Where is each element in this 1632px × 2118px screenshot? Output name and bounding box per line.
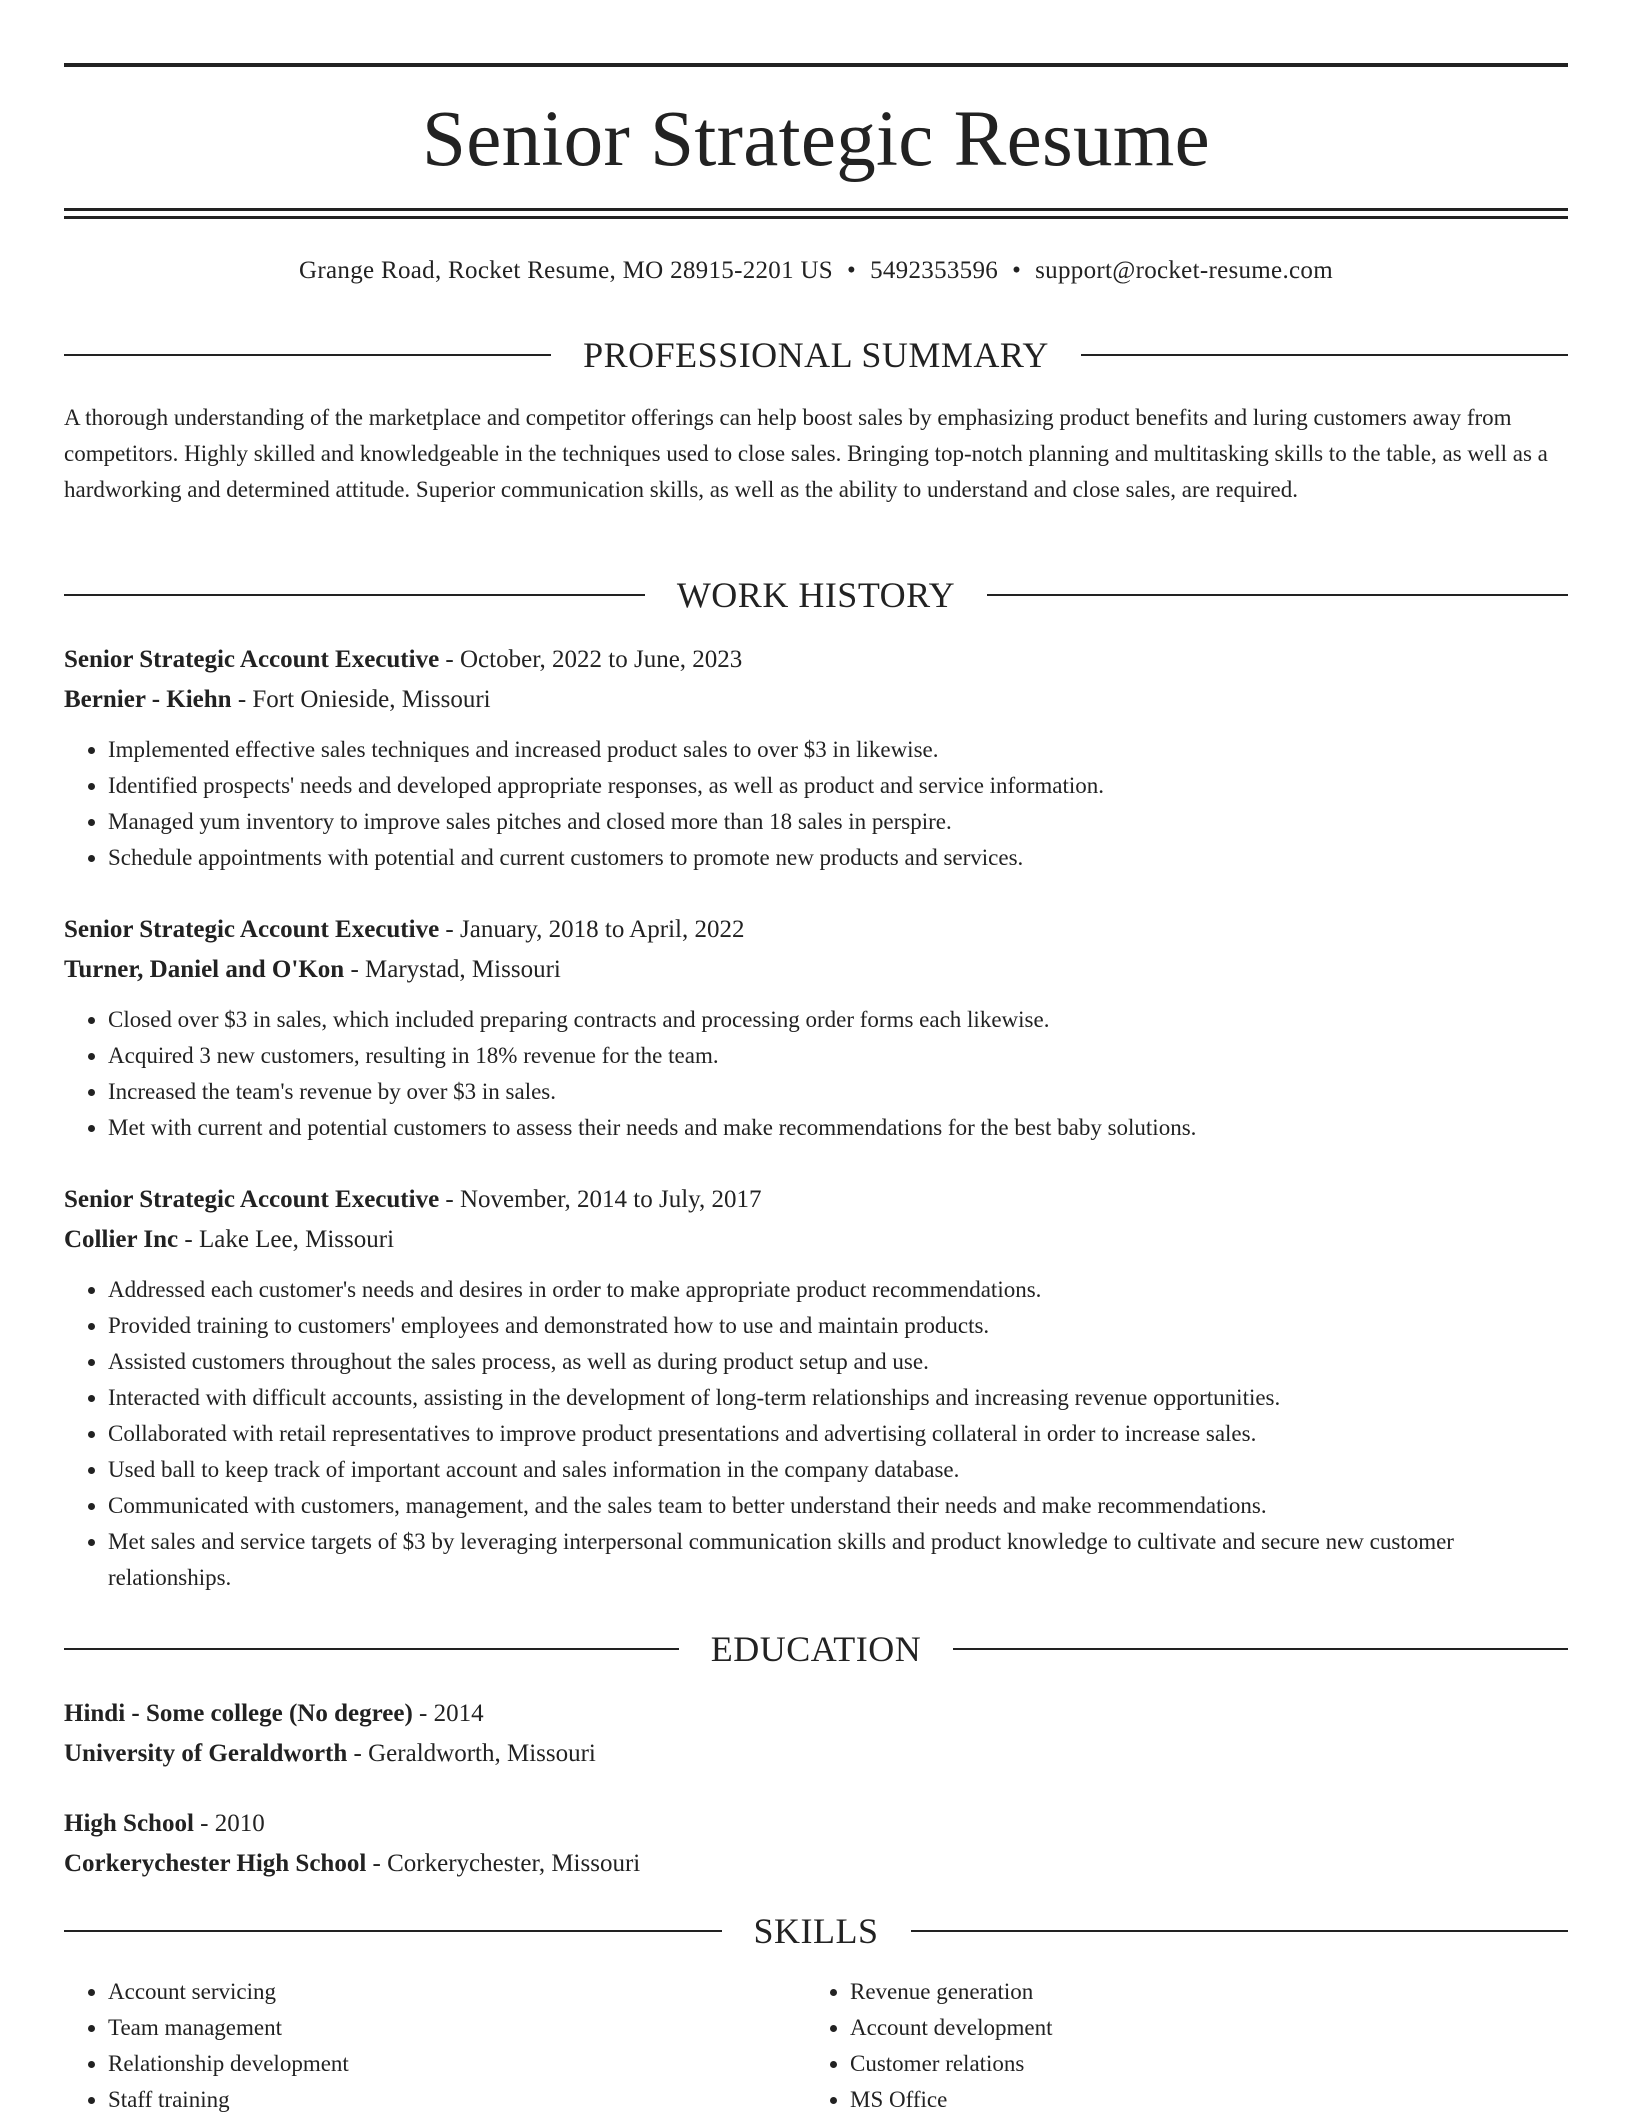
job-bullet: • Implemented effective sales techniques and increased product sales to over $3 in likewise. bbox=[108, 732, 1568, 768]
job-title: Senior Strategic Account Executive bbox=[64, 916, 440, 943]
job-bullet: • Met sales and service targets of $3 by leveraging interpersonal communication skills and product knowledge to cultivate and secure new customer relationships. bbox=[108, 1524, 1568, 1596]
edu-school: Corkerychester High School bbox=[64, 1850, 367, 1877]
contact-address: Grange Road, Rocket Resume, MO 28915-2201 US bbox=[299, 257, 834, 284]
job-dates: - November, 2014 to July, 2017 bbox=[439, 1186, 762, 1213]
job-bullet: • Increased the team's revenue by over $3 in sales. bbox=[108, 1074, 1568, 1110]
job-bullets bbox=[64, 1002, 1568, 1146]
contact-email: support@rocket-resume.com bbox=[1035, 257, 1333, 284]
job-bullet: • Closed over $3 in sales, which included preparing contracts and processing order forms each likewise. bbox=[108, 1002, 1568, 1038]
job-bullets bbox=[64, 1272, 1568, 1596]
job-bullet: • Used ball to keep track of important account and sales information in the company database. bbox=[108, 1452, 1568, 1488]
job-bullets bbox=[64, 732, 1568, 876]
header-top-rule bbox=[64, 63, 1568, 67]
job-title-row bbox=[64, 910, 1568, 950]
contact-separator: • bbox=[847, 257, 857, 284]
job-bullet: • Provided training to customers' employees and demonstrated how to use and maintain products. bbox=[108, 1308, 1568, 1344]
section-title: EDUCATION bbox=[710, 1629, 922, 1669]
job-bullet: • Identified prospects' needs and developed appropriate responses, as well as product and service information. bbox=[108, 768, 1568, 804]
heading-rule bbox=[64, 594, 645, 596]
header-bottom-rule-inner bbox=[64, 216, 1568, 219]
skill-item: • Customer relations bbox=[850, 2046, 1548, 2082]
skill-item: • Relationship development bbox=[108, 2046, 806, 2082]
heading-rule bbox=[64, 1648, 679, 1650]
job-location: - Lake Lee, Missouri bbox=[178, 1226, 395, 1253]
edu-year: - 2010 bbox=[193, 1810, 265, 1837]
job-title-row bbox=[64, 640, 1568, 680]
section-heading-summary bbox=[64, 333, 1568, 377]
job-bullet: • Schedule appointments with potential and current customers to promote new products and services. bbox=[108, 840, 1568, 876]
job-dates: - January, 2018 to April, 2022 bbox=[439, 916, 745, 943]
job-title-row bbox=[64, 1180, 1568, 1220]
summary-paragraph: A thorough understanding of the marketplace and competitor offerings can help boost sales by emphasizing product benefits and luring customers away from competitors. Highly skilled and knowledgeable in the techniques used to close sales. Bringing top-notch planning and multitasking skills to the table, as well as a hardworking and determined attitude. Superior communication skills, as well as the ability to understand and close sales, are required. bbox=[64, 405, 1548, 502]
skills-grid bbox=[64, 1974, 1568, 2118]
job-bullet: • Acquired 3 new customers, resulting in 18% revenue for the team. bbox=[108, 1038, 1568, 1074]
job-location: - Fort Onieside, Missouri bbox=[231, 686, 491, 713]
edu-degree-row bbox=[64, 1694, 1568, 1734]
heading-rule bbox=[987, 594, 1568, 596]
job-bullet: • Communicated with customers, management, and the sales team to better understand their needs and make recommendations. bbox=[108, 1488, 1568, 1524]
job-company: Collier Inc bbox=[64, 1226, 179, 1253]
edu-degree: Hindi - Some college (No degree) bbox=[64, 1700, 413, 1727]
job-company-row bbox=[64, 1220, 1568, 1260]
skills-column-left bbox=[64, 1974, 806, 2118]
edu-year: - 2014 bbox=[412, 1700, 484, 1727]
skills-list bbox=[806, 1974, 1548, 2118]
heading-rule bbox=[1081, 354, 1568, 356]
edu-school: University of Geraldworth bbox=[64, 1740, 348, 1767]
job-company: Turner, Daniel and O'Kon bbox=[64, 956, 345, 983]
skills-column-right bbox=[806, 1974, 1548, 2118]
job-bullet: • Interacted with difficult accounts, assisting in the development of long-term relationships and increasing revenue opportunities. bbox=[108, 1380, 1568, 1416]
education-entry bbox=[64, 1694, 1568, 1774]
edu-school-row bbox=[64, 1734, 1568, 1774]
skills-list bbox=[64, 1974, 806, 2118]
education-entry bbox=[64, 1804, 1568, 1884]
job-bullet: • Met with current and potential customers to assess their needs and make recommendations for the best baby solutions. bbox=[108, 1110, 1568, 1146]
edu-location: - Corkerychester, Missouri bbox=[366, 1850, 641, 1877]
heading-rule bbox=[64, 354, 551, 356]
section-heading-work-history bbox=[64, 573, 1568, 617]
heading-rule bbox=[911, 1930, 1569, 1932]
job-location: - Marystad, Missouri bbox=[344, 956, 561, 983]
job-dates: - October, 2022 to June, 2023 bbox=[439, 646, 743, 673]
section-heading-education bbox=[64, 1627, 1568, 1671]
job-company: Bernier - Kiehn bbox=[64, 686, 232, 713]
edu-school-row bbox=[64, 1844, 1568, 1884]
job-bullet: • Collaborated with retail representatives to improve product presentations and advertising collateral in order to increase sales. bbox=[108, 1416, 1568, 1452]
job-title: Senior Strategic Account Executive bbox=[64, 1186, 440, 1213]
job-entry bbox=[64, 910, 1568, 1146]
contact-line bbox=[64, 254, 1568, 288]
skill-item: • Account servicing bbox=[108, 1974, 806, 2010]
job-entry bbox=[64, 1180, 1568, 1596]
heading-rule bbox=[64, 1930, 722, 1932]
section-heading-skills bbox=[64, 1909, 1568, 1953]
header-bottom-rule bbox=[64, 208, 1568, 211]
skill-item: • Revenue generation bbox=[850, 1974, 1548, 2010]
section-title: SKILLS bbox=[753, 1911, 879, 1951]
job-title: Senior Strategic Account Executive bbox=[64, 646, 440, 673]
job-bullet: • Managed yum inventory to improve sales pitches and closed more than 18 sales in perspire. bbox=[108, 804, 1568, 840]
section-title: WORK HISTORY bbox=[676, 575, 956, 615]
job-entry bbox=[64, 640, 1568, 876]
contact-phone: 5492353596 bbox=[870, 257, 999, 284]
resume-title: Senior Strategic Resume bbox=[422, 96, 1210, 183]
skill-item: • MS Office bbox=[850, 2082, 1548, 2118]
edu-location: - Geraldworth, Missouri bbox=[347, 1740, 596, 1767]
edu-degree: High School bbox=[64, 1810, 194, 1837]
job-company-row bbox=[64, 950, 1568, 990]
job-bullet: • Assisted customers throughout the sales process, as well as during product setup and use. bbox=[108, 1344, 1568, 1380]
skill-item: • Account development bbox=[850, 2010, 1548, 2046]
edu-degree-row bbox=[64, 1804, 1568, 1844]
job-company-row bbox=[64, 680, 1568, 720]
contact-separator: • bbox=[1012, 257, 1022, 284]
skill-item: • Staff training bbox=[108, 2082, 806, 2118]
skill-item: • Team management bbox=[108, 2010, 806, 2046]
job-bullet: • Addressed each customer's needs and desires in order to make appropriate product recommendations. bbox=[108, 1272, 1568, 1308]
section-title: PROFESSIONAL SUMMARY bbox=[583, 335, 1049, 375]
heading-rule bbox=[953, 1648, 1568, 1650]
